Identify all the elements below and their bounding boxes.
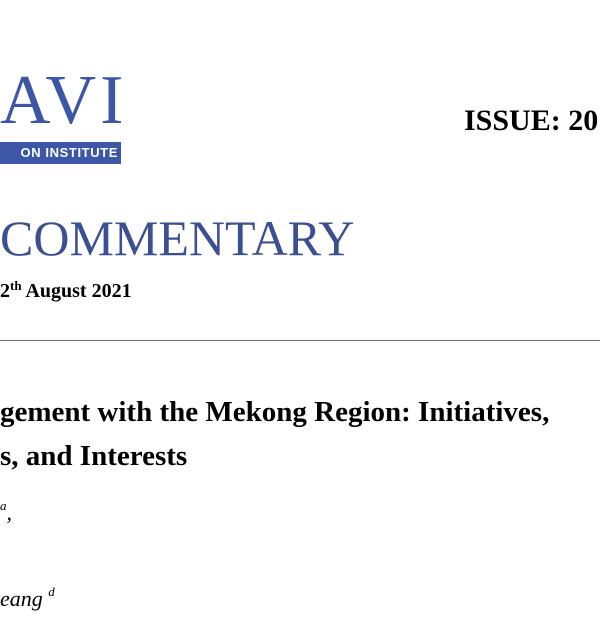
publication-date: [0, 278, 132, 303]
issue-number: ISSUE: 20: [464, 104, 599, 137]
title-line-2: s, and Interests: [0, 440, 188, 472]
article-title: [0, 390, 600, 478]
author-d: [0, 584, 55, 612]
commentary-heading: COMMENTARY: [0, 210, 355, 266]
author-a-comma: ,: [6, 500, 12, 525]
title-line-1: gement with the Mekong Region: Initiatives,: [0, 396, 550, 428]
logo-wordmark: AVI: [0, 62, 128, 139]
date-day: 2: [0, 280, 10, 302]
date-ordinal-suffix: th: [10, 278, 22, 293]
logo-subtitle-bar: ON INSTITUTE: [0, 142, 121, 164]
author-d-name: eang: [0, 586, 43, 611]
author-a-affiliation-mark: a: [0, 498, 7, 513]
author-d-affiliation-mark: d: [48, 584, 55, 599]
author-a: [0, 498, 12, 526]
header-divider: [0, 340, 600, 341]
date-month-year: August 2021: [21, 280, 132, 302]
